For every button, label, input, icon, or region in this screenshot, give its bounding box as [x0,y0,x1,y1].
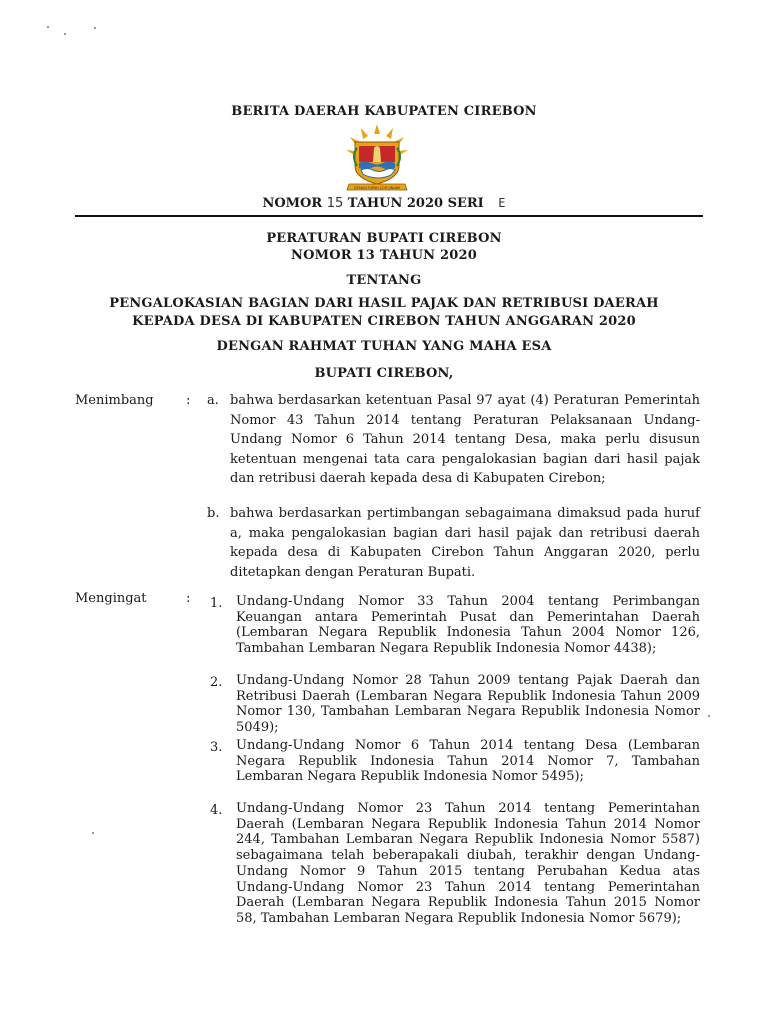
mengingat-item-text: Undang-Undang Nomor 23 Tahun 2014 tentang Pemerintahan Daerah (Lembaran Negara Republik Indonesia Tahun 2014 Nomor 244, Tambahan Lembaran Negara Republik Indonesia Nomor 5587) sebagaimana telah beberapakali diubah, terakhir dengan Undang-Undang Nomor 9 Tahun 2015 tentang Perubahan Kedua atas Undang-Undang Nomor 23 Tahun 2014 tentang Pemerintahan Daerah (Lembaran Negara Republik Indonesia Tahun 2015 Nomor 58, Tambahan Lembaran Negara Republik Indonesia Nomor 5679); [236,801,700,926]
regulation-subject-line-1: PENGALOKASIAN BAGIAN DARI HASIL PAJAK DAN RETRIBUSI DAERAH [109,296,659,311]
invocation: DENGAN RAHMAT TUHAN YANG MAHA ESA [216,339,552,354]
scan-speck [64,33,66,35]
emblem-motto: GEMAH RIPAH LOH JINAWI [353,186,401,190]
regulation-title: PERATURAN BUPATI CIREBON [266,231,502,246]
scan-speck [94,27,96,29]
mengingat-item-marker: 3. [210,740,223,755]
menimbang-colon: : [186,393,191,408]
menimbang-item-text: bahwa berdasarkan ketentuan Pasal 97 ayat (4) Peraturan Pemerintah Nomor 43 Tahun 2014 tentang Peraturan Pelaksanaan Undang-Undang Nomor 6 Tahun 2014 tentang Desa, maka perlu disusun ketentuan mengenai tata cara pengalokasian bagian dari hasil pajak dan retribusi daerah kepada desa di Kabupaten Cirebon; [230,393,700,486]
mengingat-label: Mengingat [75,591,147,606]
mengingat-item-text: Undang-Undang Nomor 6 Tahun 2014 tentang Desa (Lembaran Negara Republik Indonesia Tahun 2014 Nomor 7, Tambahan Lembaran Negara Republik Indonesia Nomor 5495); [236,738,700,785]
nomor-prefix: NOMOR [262,196,323,211]
handwritten-number: 15 [326,196,344,211]
handwritten-series: E [498,196,506,210]
menimbang-item-text: bahwa berdasarkan pertimbangan sebagaimana dimaksud pada huruf a, maka pengalokasian bagian dari hasil pajak dan retribusi daerah kepada desa di Kabupaten Cirebon Tahun Anggaran 2020, perlu ditetapkan dengan Peraturan Bupati. [230,506,700,580]
mengingat-item-text: Undang-Undang Nomor 28 Tahun 2009 tentang Pajak Daerah dan Retribusi Daerah (Lembaran Negara Republik Indonesia Tahun 2009 Nomor 130, Tambahan Lembaran Negara Republik Indonesia Nomor 5049); [236,673,700,736]
mengingat-item-marker: 1. [210,596,223,611]
menimbang-item-marker: a. [207,393,219,408]
mengingat-item-marker: 4. [210,803,223,818]
cirebon-regency-emblem-icon [341,122,413,194]
scan-speck [92,832,94,834]
tentang-heading: TENTANG [346,273,422,288]
scan-speck [47,26,49,28]
menimbang-label: Menimbang [75,393,154,408]
regulation-number: NOMOR 13 TAHUN 2020 [291,248,477,263]
scan-speck [708,715,710,717]
regulation-subject-line-2: KEPADA DESA DI KABUPATEN CIREBON TAHUN ANGGARAN 2020 [132,314,636,329]
gazette-number-line [0,196,768,211]
nomor-year-series: TAHUN 2020 SERI [347,196,484,211]
mengingat-colon: : [186,591,191,606]
mengingat-item-text: Undang-Undang Nomor 33 Tahun 2004 tentang Perimbangan Keuangan antara Pemerintah Pusat dan Pemerintahan Daerah (Lembaran Negara Republik Indonesia Tahun 2004 Nomor 126, Tambahan Lembaran Negara Republik Indonesia Nomor 4438); [236,594,700,657]
bupati-heading: BUPATI CIREBON, [314,366,454,381]
menimbang-item-marker: b. [207,506,220,521]
gazette-title: BERITA DAERAH KABUPATEN CIREBON [231,104,537,119]
mengingat-item-marker: 2. [210,675,223,690]
header-divider [75,215,703,217]
